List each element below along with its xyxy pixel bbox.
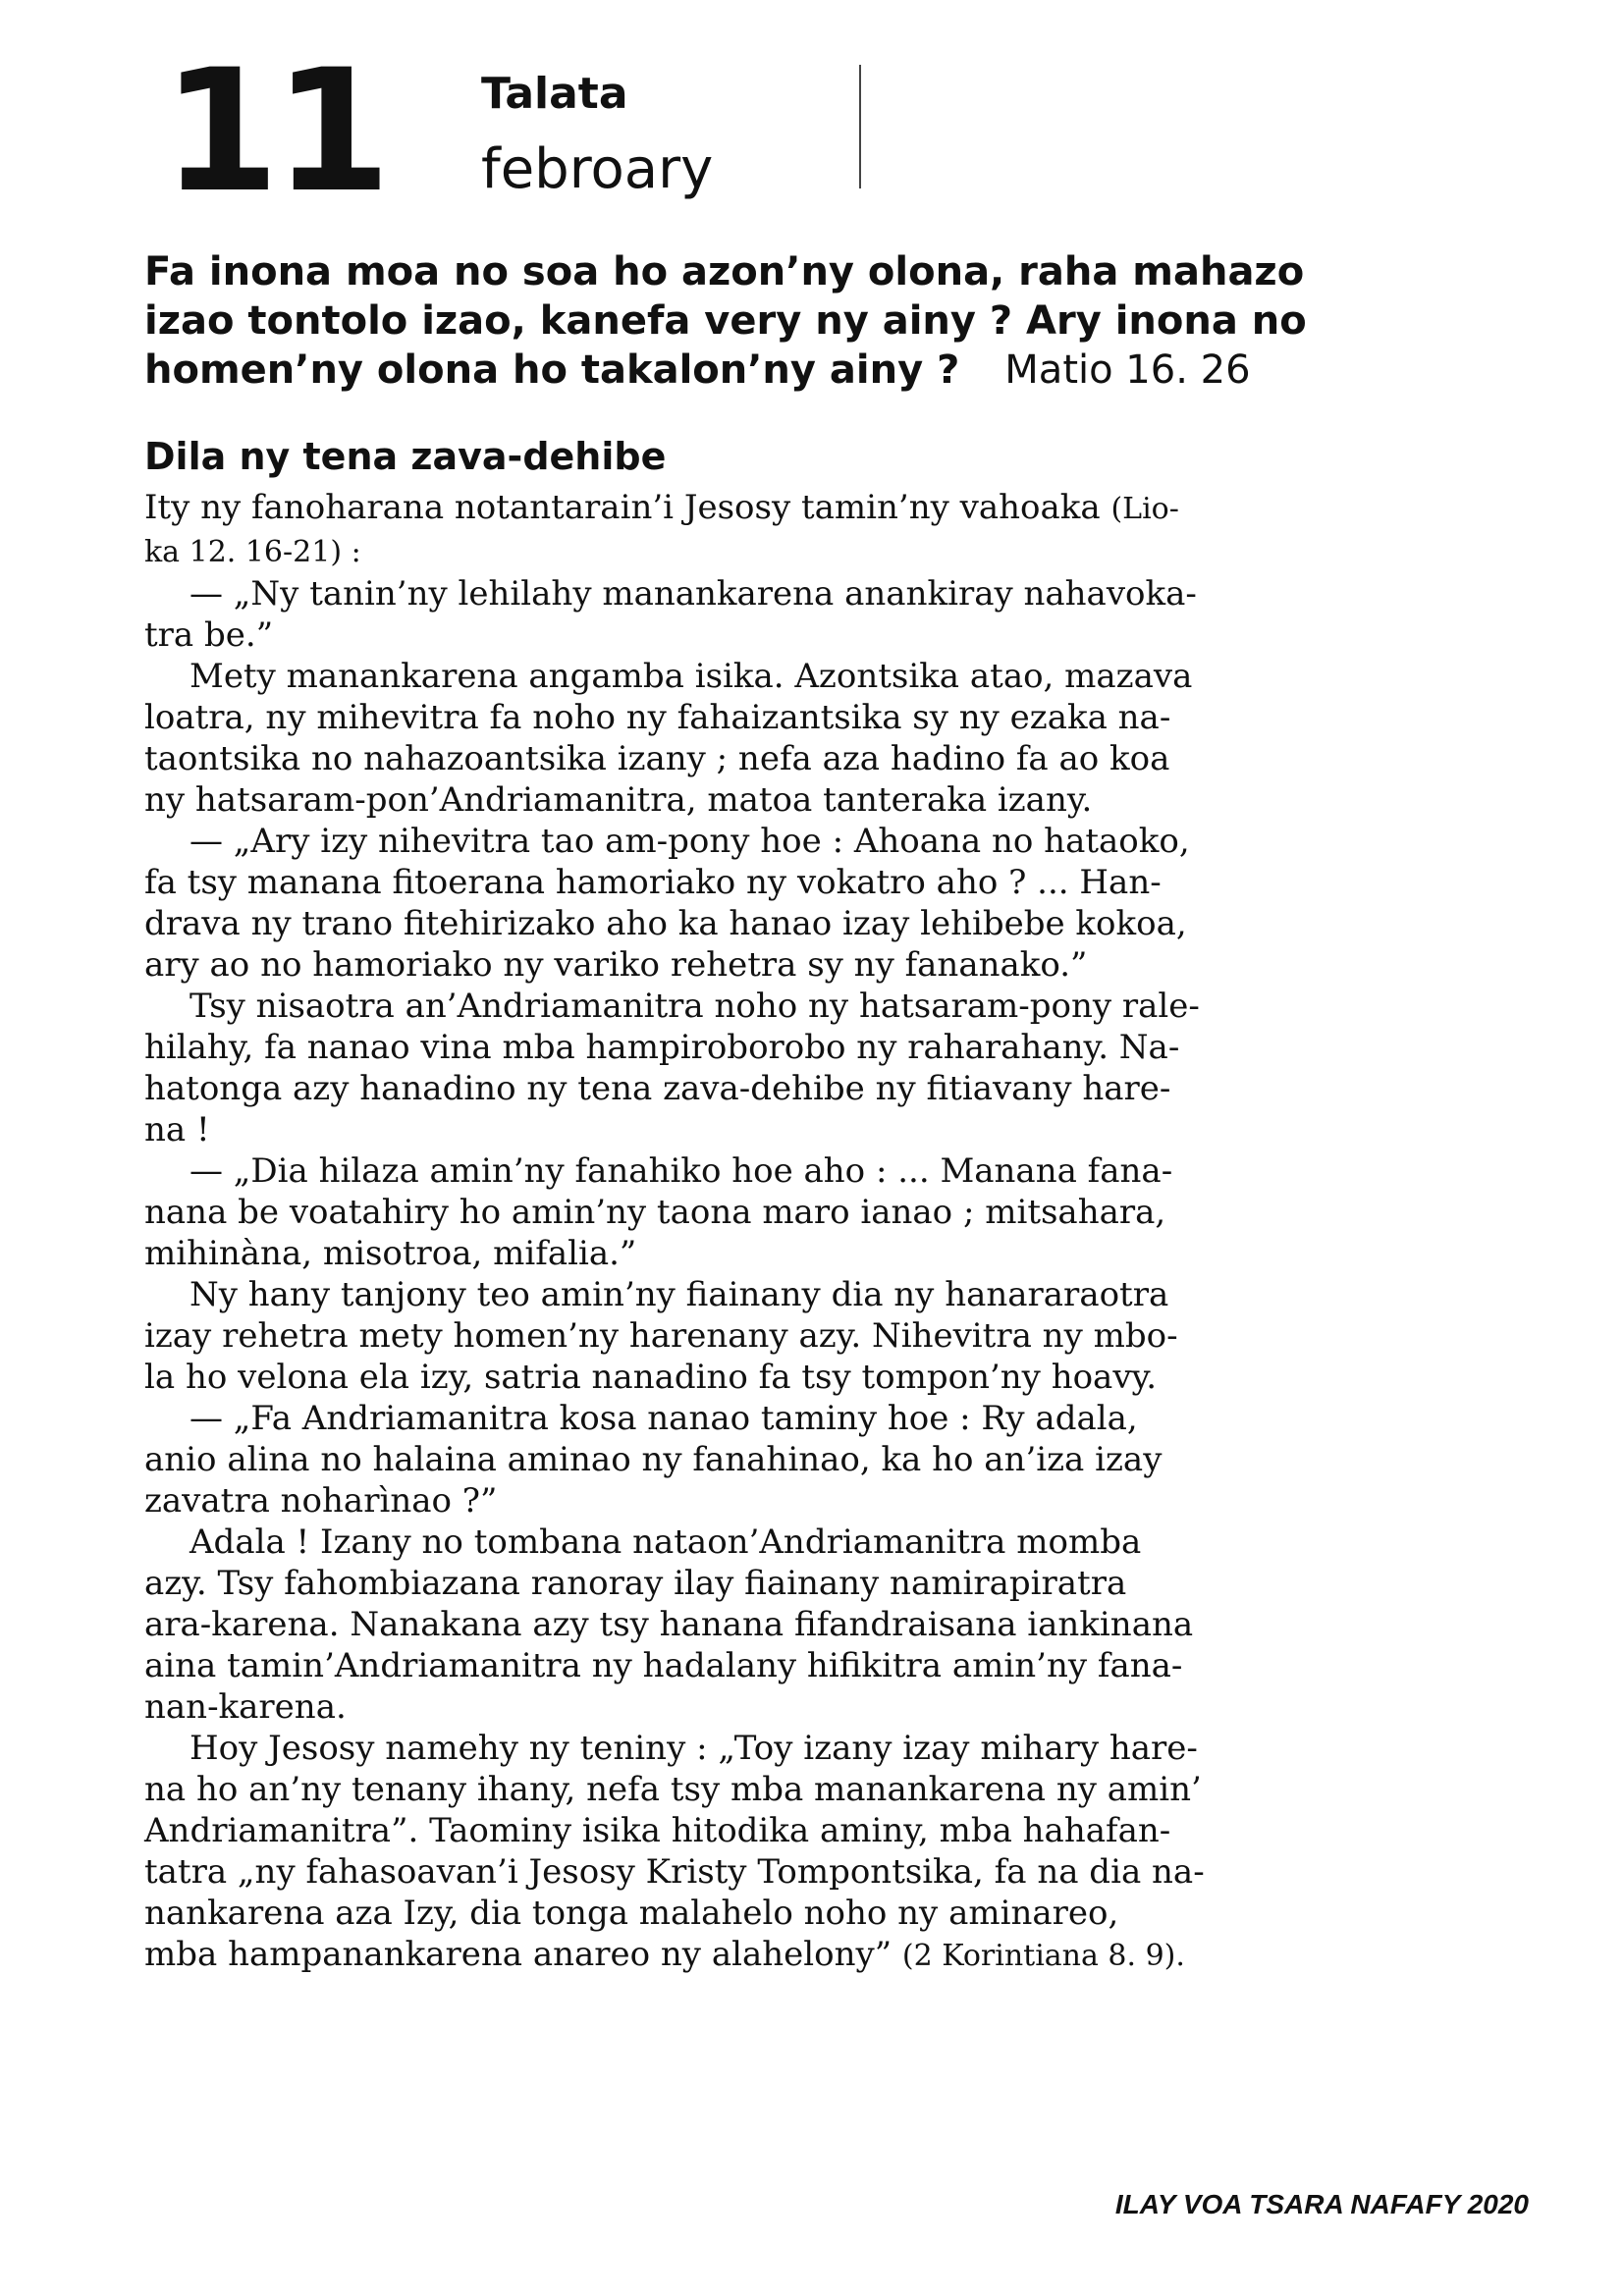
verse-line: Fa inona moa no soa ho azon’ny olona, raha mahazo: [144, 249, 1305, 294]
body-line-text: hatonga azy hanadino ny tena zava-dehibe ny fitiavany hare-: [144, 1069, 1171, 1108]
body-line: [144, 738, 1476, 779]
body-line-text: anio alina no halaina aminao ny fanahinao, ka ho an’iza izay: [144, 1440, 1163, 1479]
body-line-text: Andriamanitra”. Taominy isika hitodika aminy, mba hahafan-: [144, 1811, 1171, 1850]
body-line-text: drava ny trano fitehirizako aho ka hanao izay lehibebe kokoa,: [144, 904, 1187, 943]
body-line: [144, 1315, 1476, 1357]
body-line-text: taontsika no nahazoantsika izany ; nefa aza hadino fa ao koa: [144, 739, 1170, 778]
devotion-body: [144, 487, 1476, 1977]
daily-verse: [144, 247, 1489, 395]
body-line-text: la ho velona ela izy, satria nanadino fa tsy tompon’ny hoavy.: [144, 1358, 1158, 1397]
body-line-text: izay rehetra mety homen’ny harenany azy. Nihevitra ny mbo-: [144, 1316, 1178, 1356]
body-line-text: na ho an’ny tenany ihany, nefa tsy mba manankarena ny amin’: [144, 1770, 1202, 1809]
verse-line: izao tontolo izao, kanefa very ny ainy ? Ary inona no: [144, 298, 1307, 344]
weekday-label: Talata: [481, 69, 628, 119]
body-line: [144, 1398, 1476, 1439]
body-line-text: ary ao no hamoriako ny variko rehetra sy ny fananako.”: [144, 945, 1088, 985]
body-line-text: Ny hany tanjony teo amin’ny fiainany dia ny hanararaotra: [189, 1275, 1169, 1314]
body-line-text: hilahy, fa nanao vina mba hampiroborobo ny raharahany. Na-: [144, 1028, 1180, 1067]
body-line: [144, 1480, 1476, 1522]
body-line: [144, 779, 1476, 821]
body-line-text: mihinàna, misotroa, mifalia.”: [144, 1234, 637, 1273]
body-line-text: fa tsy manana fitoerana hamoriako ny vokatro aho ? ... Han-: [144, 863, 1162, 902]
body-line: [144, 1645, 1476, 1686]
body-line-text: ara-karena. Nanakana azy tsy hanana fifandraisana iankinana: [144, 1605, 1194, 1644]
body-line: [144, 1357, 1476, 1398]
body-line: [144, 1851, 1476, 1893]
body-line-text: ny hatsaram-pon’Andriamanitra, matoa tanteraka izany.: [144, 780, 1093, 820]
header-divider: [859, 65, 861, 188]
body-line-text: Mety manankarena angamba isika. Azontsika atao, mazava: [189, 657, 1193, 696]
body-line: [144, 1233, 1476, 1274]
verse-line-text: homen’ny olona ho takalon’ny ainy ?: [144, 347, 960, 393]
scripture-citation: ka 12. 16-21) :: [144, 535, 361, 569]
body-line: [144, 1810, 1476, 1851]
body-line: [144, 697, 1476, 738]
body-line-text: Adala ! Izany no tombana nataon’Andriamanitra momba: [189, 1522, 1142, 1562]
publication-footer: ILAY VOA TSARA NAFAFY 2020: [1114, 2189, 1529, 2219]
body-line-text: — „Dia hilaza amin’ny fanahiko hoe aho : ... Manana fana-: [189, 1151, 1173, 1191]
verse-line: [144, 346, 1489, 395]
body-line: [144, 487, 1476, 530]
scripture-citation: (2 Korintiana 8. 9).: [901, 1939, 1185, 1973]
body-line-text: nana be voatahiry ho amin’ny taona maro ianao ; mitsahara,: [144, 1193, 1166, 1232]
body-line-text: tra be.”: [144, 615, 274, 655]
body-line: [144, 1068, 1476, 1109]
body-line: [144, 1563, 1476, 1604]
body-line-text: — „Fa Andriamanitra kosa nanao taminy hoe : Ry adala,: [189, 1399, 1138, 1438]
body-line: [144, 1522, 1476, 1563]
body-line-text: tatra „ny fahasoavan’i Jesosy Kristy Tompontsika, fa na dia na-: [144, 1852, 1205, 1892]
devotion-title: Dila ny tena zava-dehibe: [144, 435, 667, 478]
verse-reference: Matio 16. 26: [1004, 347, 1251, 393]
body-line-text: Hoy Jesosy namehy ny teniny : „Toy izany izay mihary hare-: [189, 1729, 1198, 1768]
body-line: [144, 1192, 1476, 1233]
body-line: [144, 1934, 1476, 1977]
body-line: [144, 986, 1476, 1027]
body-line-text: zavatra noharìnao ?”: [144, 1481, 498, 1521]
body-line: [144, 1893, 1476, 1934]
body-line-text: Tsy nisaotra an’Andriamanitra noho ny hatsaram-pony rale-: [189, 987, 1200, 1026]
body-line: [144, 1769, 1476, 1810]
body-line-text: azy. Tsy fahombiazana ranoray ilay fiainany namirapiratra: [144, 1564, 1127, 1603]
body-line: [144, 614, 1476, 656]
body-line: [144, 1439, 1476, 1480]
body-line-text: — „Ny tanin’ny lehilahy manankarena anankiray nahavoka-: [189, 574, 1197, 614]
body-line: [144, 530, 1476, 573]
body-line: [144, 1274, 1476, 1315]
body-line: [144, 1604, 1476, 1645]
body-line: [144, 1109, 1476, 1150]
body-line: [144, 821, 1476, 862]
body-line: [144, 656, 1476, 697]
body-line: [144, 944, 1476, 986]
body-line-text: na !: [144, 1110, 210, 1149]
month-label: febroary: [481, 137, 714, 201]
body-line: [144, 1150, 1476, 1192]
body-line: [144, 1027, 1476, 1068]
body-line-text: mba hampanankarena anareo ny alahelony”: [144, 1935, 902, 1974]
body-line: [144, 573, 1476, 614]
body-line: [144, 1686, 1476, 1728]
body-line-text: nankarena aza Izy, dia tonga malahelo noho ny aminareo,: [144, 1894, 1119, 1933]
body-line-text: nan-karena.: [144, 1687, 347, 1727]
day-number: 11: [162, 32, 386, 230]
body-line-text: — „Ary izy nihevitra tao am-pony hoe : Ahoana no hataoko,: [189, 822, 1190, 861]
body-line: [144, 903, 1476, 944]
body-line-text: aina tamin’Andriamanitra ny hadalany hifikitra amin’ny fana-: [144, 1646, 1183, 1685]
body-line: [144, 1728, 1476, 1769]
body-line: [144, 862, 1476, 903]
body-line-text: loatra, ny mihevitra fa noho ny fahaizantsika sy ny ezaka na-: [144, 698, 1171, 737]
body-line-text: Ity ny fanoharana notantarain’i Jesosy tamin’ny vahoaka: [144, 488, 1111, 527]
scripture-citation: (Lio-: [1110, 492, 1179, 526]
